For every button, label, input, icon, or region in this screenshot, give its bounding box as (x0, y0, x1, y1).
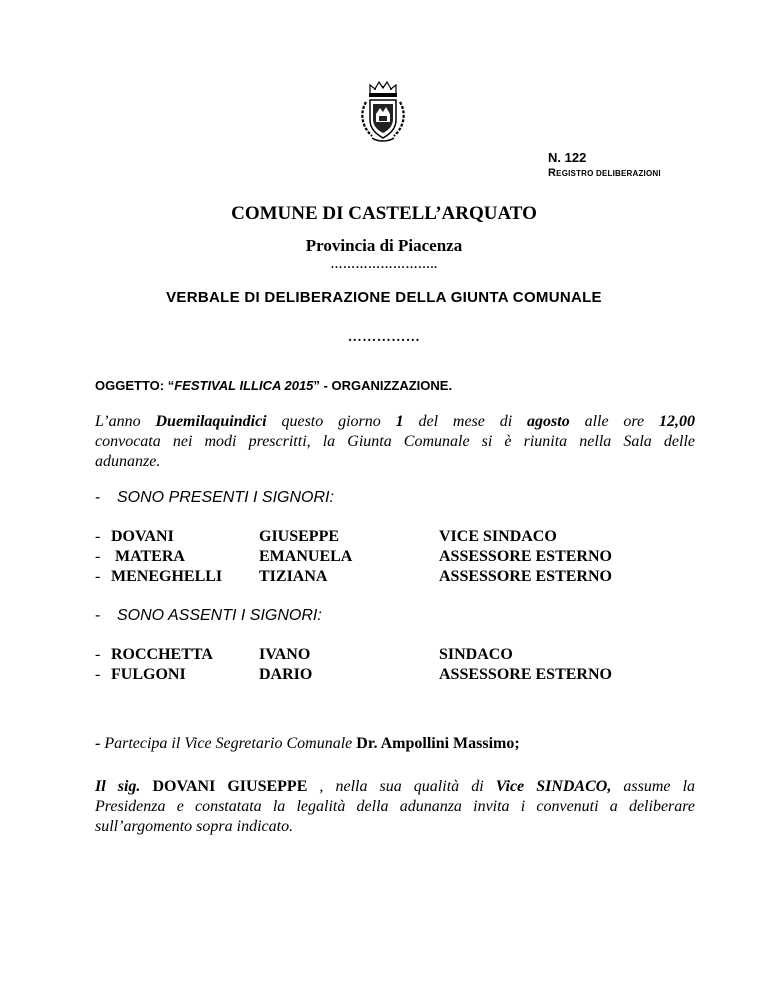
absent-member: - FULGONI DARIO ASSESSORE ESTERNO (95, 666, 612, 683)
separator-dots-2: …………… (347, 330, 421, 345)
intro-paragraph: L’anno Duemilaquindici questo giorno 1 del mese di agosto alle ore 12,00 convocata nei modi prescritti, la Giunta Comunale si è riunita nella Sala delle adunanze. (95, 413, 696, 470)
separator-dots: …………………….. (330, 257, 438, 271)
present-member: - DOVANI GIUSEPPE VICE SINDACO (95, 528, 557, 545)
verbale-title: VERBALE DI DELIBERAZIONE DELLA GIUNTA COMUNALE (166, 289, 602, 306)
absent-member: - ROCCHETTA IVANO SINDACO (95, 646, 513, 663)
secretary-line: - Partecipa il Vice Segretario Comunale Dr. Ampollini Massimo; (95, 735, 520, 752)
municipality-title: COMUNE DI CASTELL’ARQUATO (231, 203, 537, 224)
president-role: Vice SINDACO, (495, 778, 612, 795)
present-member: - MENEGHELLI TIZIANA ASSESSORE ESTERNO (95, 568, 612, 585)
present-heading: - SONO PRESENTI I SIGNORI: (95, 489, 334, 506)
province-title: Provincia di Piacenza (305, 236, 463, 255)
month: agosto (527, 413, 570, 430)
register-number (548, 150, 661, 179)
day: 1 (395, 413, 404, 430)
register-label: REGISTRO DELIBERAZIONI (548, 167, 661, 179)
municipal-crest-icon (358, 78, 408, 146)
deliberation-number: N. 122 (548, 150, 587, 165)
president-name: DOVANI GIUSEPPE (140, 778, 320, 795)
subject-name: FESTIVAL ILLICA 2015 (174, 378, 314, 393)
year: Duemilaquindici (155, 413, 267, 430)
absent-heading: - SONO ASSENTI I SIGNORI: (95, 607, 322, 624)
present-member: - MATERA EMANUELA ASSESSORE ESTERNO (95, 548, 612, 565)
subject-line: OGGETTO: “FESTIVAL ILLICA 2015” - ORGANIZZAZIONE. (95, 378, 453, 393)
presidency-paragraph: Il sig. DOVANI GIUSEPPE , nella sua qualità di Vice SINDACO, assume la Presidenza e constatata la legalità della adunanza invita i convenuti a deliberare sull’argomento sopra indicato. (95, 778, 696, 835)
hour: 12,00 (659, 413, 696, 430)
secretary-name: Dr. Ampollini Massimo; (356, 735, 520, 752)
